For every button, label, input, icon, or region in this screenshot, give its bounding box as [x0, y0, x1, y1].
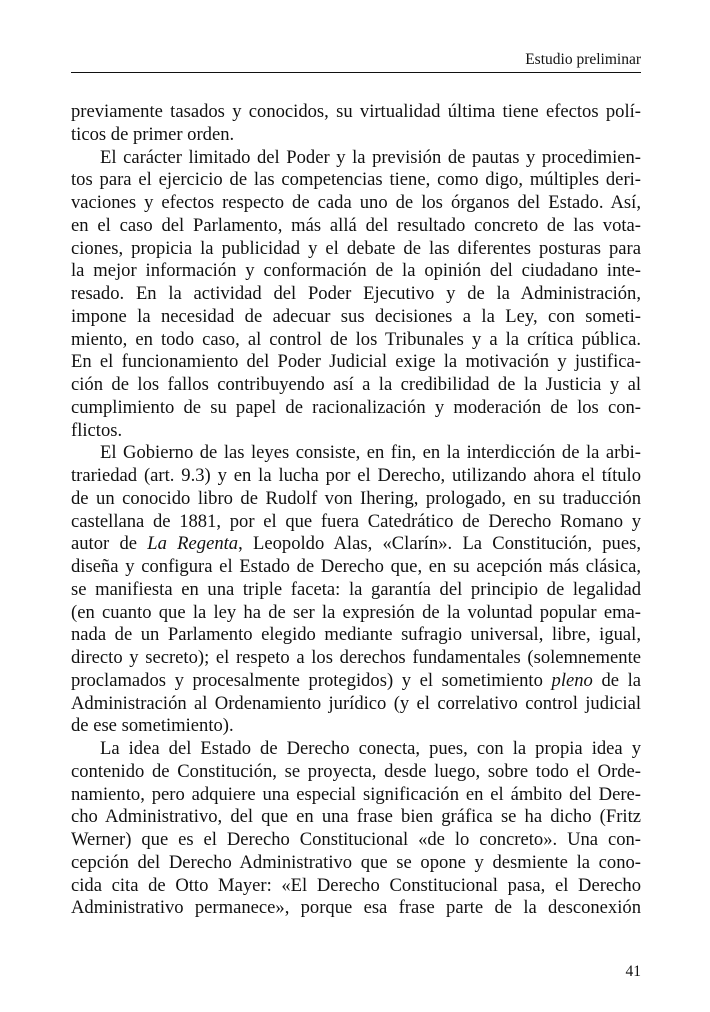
- text-line-mixed: [71, 670, 641, 693]
- text-line: contenido de Constitución, se proyecta, desde luego, sobre todo el Orde-: [71, 760, 641, 782]
- text-line: diseña y configura el Estado de Derecho que, en su acepción más clásica,: [71, 556, 641, 577]
- text-line: cho Administrativo, del que en una frase bien gráfica se ha dicho (Fritz: [71, 806, 641, 828]
- text-line: cida cita de Otto Mayer: «El Derecho Constitucional pasa, el Derecho: [71, 874, 641, 896]
- text-line-mixed: [71, 533, 641, 556]
- text-line: directo y secreto); el respeto a los derechos fundamentales (solemnemente: [71, 647, 641, 668]
- text-line: cumplimiento de su papel de racionalización y moderación de los con-: [71, 396, 641, 418]
- text-segment: de la: [601, 669, 642, 691]
- text-line: El Gobierno de las leyes consiste, en fin, en la interdicción de la arbi-: [100, 442, 641, 464]
- text-line: vaciones y efectos respecto de cada uno de los órganos del Estado. Así,: [71, 192, 641, 213]
- text-line: de un conocido libro de Rudolf von Ihering, prologado, en su traducción: [71, 487, 641, 509]
- italic-title: La Regenta: [147, 533, 239, 555]
- text-line: impone la necesidad de adecuar sus decisiones a la Ley, con someti-: [71, 305, 641, 327]
- text-line: la mejor información y conformación de la opinión del ciudadano inte-: [71, 260, 641, 282]
- text-line: en el caso del Parlamento, más allá del resultado concreto de las vota-: [71, 214, 641, 236]
- running-header: Estudio preliminar: [525, 51, 641, 68]
- text-segment: , Leopoldo Alas, «Clarín». La Constitución, pues,: [238, 533, 641, 555]
- body-text: [71, 101, 641, 920]
- text-line: ticos de primer orden.: [71, 123, 235, 145]
- italic-word: pleno: [551, 669, 593, 691]
- text-line: previamente tasados y conocidos, su virtualidad última tiene efectos polí-: [71, 101, 641, 122]
- text-line: miento, en todo caso, al control de los Tribunales y a la crítica pública.: [71, 328, 641, 350]
- text-line: ción de los fallos contribuyendo así a la credibilidad de la Justicia y al: [71, 374, 641, 395]
- text-line: La idea del Estado de Derecho conecta, pues, con la propia idea y: [100, 738, 641, 759]
- page-number: 41: [625, 963, 641, 980]
- text-line: Administrativo permanece», porque esa frase parte de la desconexión: [71, 897, 641, 919]
- text-line: tos para el ejercicio de las competencias tiene, como digo, múltiples deri-: [71, 169, 641, 191]
- text-line: nada de un Parlamento elegido mediante sufragio universal, libre, igual,: [71, 624, 641, 646]
- text-line: de ese sometimiento).: [71, 715, 234, 737]
- text-line: flictos.: [71, 419, 123, 441]
- text-line: Administración al Ordenamiento jurídico (y el correlativo control judicial: [71, 692, 641, 714]
- text-segment: autor de: [71, 533, 138, 555]
- text-line: resado. En la actividad del Poder Ejecutivo y de la Administración,: [71, 283, 641, 304]
- text-line: En el funcionamiento del Poder Judicial exige la motivación y justifica-: [71, 351, 641, 373]
- text-line: se manifiesta en una triple faceta: la garantía del principio de legalidad: [71, 578, 641, 600]
- text-segment: proclamados y procesalmente protegidos) y el sometimiento: [71, 669, 543, 691]
- text-line: ciones, propicia la publicidad y el debate de las diferentes posturas para: [71, 237, 641, 259]
- text-line: (en cuanto que la ley ha de ser la expresión de la voluntad popular ema-: [71, 601, 641, 623]
- text-line: El carácter limitado del Poder y la previsión de pautas y procedimien-: [100, 146, 641, 168]
- header-rule: [71, 72, 641, 73]
- text-line: castellana de 1881, por el que fuera Catedrático de Derecho Romano y: [71, 510, 641, 532]
- text-line: cepción del Derecho Administrativo que se opone y desmiente la cono-: [71, 851, 641, 873]
- text-line: trariedad (art. 9.3) y en la lucha por el Derecho, utilizando ahora el título: [71, 465, 641, 486]
- text-line: namiento, pero adquiere una especial significación en el ámbito del Dere-: [71, 783, 641, 805]
- text-line: Werner) que es el Derecho Constitucional «de lo concreto». Una con-: [71, 829, 641, 850]
